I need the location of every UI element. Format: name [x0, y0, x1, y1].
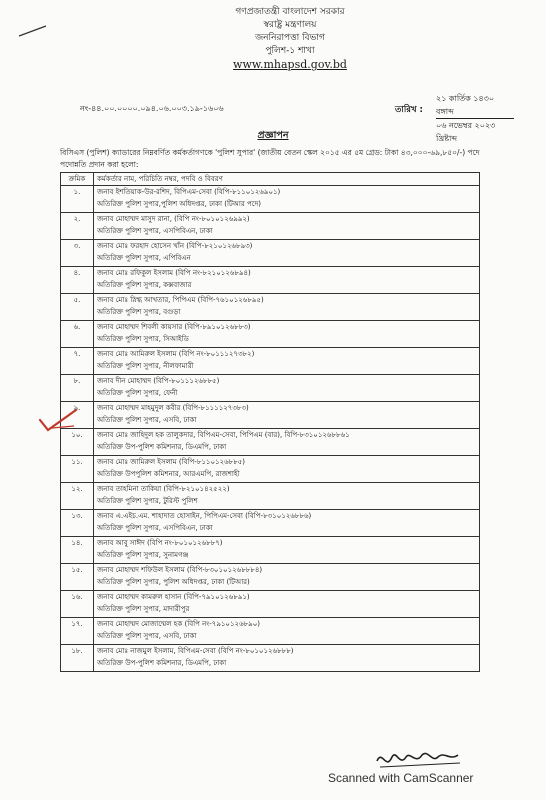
promotion-table [60, 172, 480, 672]
row-details [94, 645, 480, 672]
officer-name: জনাব মোহাম্মদ মাহমুদুল কবীর (বিপি-৮১১১১২৭৩৮৩) [97, 404, 249, 412]
row-serial: ১৬. [61, 591, 94, 618]
table-row [61, 294, 480, 321]
row-serial: ১৩. [61, 510, 94, 537]
officer-name: জনাব আবু সাঈদ (বিপি নং-৮০১০১২৬৮৮৭) [97, 539, 223, 547]
officer-post: অতিরিক্ত পুলিশ সুপার, এসবি, ঢাকা [97, 632, 197, 640]
pen-mark [18, 24, 48, 38]
table-row [61, 240, 480, 267]
officer-name: জনাব মোঃ ফরহাদ হোসেন খাঁন (বিপি-৮২১০১২৬৮৯৩) [97, 242, 253, 250]
officer-post: অতিরিক্ত উপ-পুলিশ কমিশনার, ডিএমপি, ঢাকা [97, 443, 227, 451]
column-header-details: কর্মকর্তার নাম, পরিচিতি নম্বর, পদবি ও বিবরণ [94, 173, 480, 186]
officer-name: জনাব মোঃ জাহিদুল হক তালুকদার, বিপিএম-সেবা, পিপিএম (বার), বিপি-৮৩১০১২৬৮৮৬১ [97, 431, 350, 439]
table-row [61, 564, 480, 591]
officer-name: জনাব মোঃ আমিরুল ইসলাম (বিপি নং-৮০১১১২৭৩৮২) [97, 350, 255, 358]
division-name: জননিরাপত্তা বিভাগ [255, 33, 325, 43]
row-serial: ১৭. [61, 618, 94, 645]
officer-post: অতিরিক্ত পুলিশ সুপার, এপিবিএন [97, 254, 191, 262]
row-details [94, 375, 480, 402]
row-details [94, 483, 480, 510]
officer-post: অতিরিক্ত পুলিশ সুপার, ফেনী [97, 389, 178, 397]
notice-title-wrap [0, 129, 546, 144]
row-details [94, 267, 480, 294]
officer-name: জনাব মোঃ রফিকুল ইসলাম (বিপি নং-৮২১০১২৬৮৯৪) [97, 269, 251, 277]
notice-title: প্রজ্ঞাপন [257, 130, 289, 141]
row-serial: ৭. [61, 348, 94, 375]
date-english: ০৬ নভেম্বর ২০২৩ খ্রিষ্টাব্দ [436, 121, 496, 143]
officer-post: অতিরিক্ত পুলিশ সুপার, এসবি, ঢাকা [97, 416, 197, 424]
officer-post: অতিরিক্ত পুলিশ সুপার, মাদারীপুর [97, 605, 190, 613]
row-serial: ১. [61, 186, 94, 213]
table-row [61, 429, 480, 456]
memo-number: নং-৪৪.০০.০০০০.০৯৪.০৬.০০৩.১৯-১৬০৬ [80, 104, 224, 113]
row-serial: ৪. [61, 267, 94, 294]
table-row [61, 321, 480, 348]
row-serial: ১১. [61, 456, 94, 483]
table-row [61, 591, 480, 618]
row-details [94, 510, 480, 537]
officer-name: জনাব মোহাম্মদ মাসুদ রানা, (বিপি নং-৮০১০১২৬৯৯২) [97, 215, 250, 223]
row-serial: ১২. [61, 483, 94, 510]
column-header-serial: ক্রমিক [61, 173, 94, 186]
table-row [61, 348, 480, 375]
officer-post: অতিরিক্ত পুলিশ সুপার, টুরিস্ট পুলিশ [97, 497, 198, 505]
officer-post: অতিরিক্ত পুলিশ সুপার, কক্সবাজার [97, 281, 192, 289]
officer-name: জনাব মোঃ স্নিগ্ধ আখতার, পিপিএম (বিপি-৭৬১০১২৬৮৯৫) [97, 296, 264, 304]
row-details [94, 456, 480, 483]
row-details [94, 186, 480, 213]
intro-paragraph: বিসিএস (পুলিশ) ক্যাডারের নিম্নবর্ণিত কর্মকর্তাগণকে 'পুলিশ সুপার' (জাতীয় বেতন স্কেল ২০১৫ এর ৫ম গ্রেড: টাকা ৪৩,০০০-৬৯,৮৫০/-) পদে পদোন্নতি প্রদান করা হলো: [60, 148, 480, 169]
officer-name: জনাব মোহাম্মদ শিবলী কায়সার (বিপি-৮৯১০১২৬৮৮৩) [97, 323, 251, 331]
row-serial: ৮. [61, 375, 94, 402]
officer-post: অতিরিক্ত পুলিশ সুপার, সুনামগঞ্জ [97, 551, 189, 559]
officer-name: জনাব মোঃ নাজমুল ইসলাম, বিপিএম-সেবা (বিপি নং-৮০১০১২৬৮৮৮) [97, 647, 294, 655]
officer-post: অতিরিক্ত পুলিশ সুপার, বগুড়া [97, 308, 181, 316]
officer-name: জনাব মোহাম্মদ মোজাম্মেল হক (বিপি নং-৭৯১০১২৬৮৯০) [97, 620, 260, 628]
officer-name: জনাব তাহমিনা তাকিয়া (বিপি-৮২১০১৪২৫২২) [97, 485, 230, 493]
row-details [94, 294, 480, 321]
officer-post: অতিরিক্ত পুলিশ সুপার,পুলিশ অধিদপ্তর, ঢাকা (টিআর পদে) [97, 200, 261, 208]
row-serial: ১৮. [61, 645, 94, 672]
website-url[interactable]: www.mhapsd.gov.bd [233, 58, 347, 71]
table-row [61, 645, 480, 672]
govt-header-line1: গণপ্রজাতন্ত্রী বাংলাদেশ সরকার [235, 7, 345, 17]
officer-post: অতিরিক্ত উপ-পুলিশ কমিশনার, ডিএমপি, ঢাকা [97, 659, 227, 667]
row-serial: ২. [61, 213, 94, 240]
table-row [61, 186, 480, 213]
row-serial: ৩. [61, 240, 94, 267]
table-row [61, 375, 480, 402]
row-serial: ৯. [61, 402, 94, 429]
officer-post: অতিরিক্ত পুলিশ সুপার, পুলিশ অধিদপ্তর, ঢাকা (টিআর) [97, 578, 250, 586]
table-row [61, 537, 480, 564]
officer-name: জনাব মোহাম্মদ শফিউল ইসলাম (বিপি-৮৩০১০১২৬৮৮৮৪) [97, 566, 263, 574]
row-details [94, 213, 480, 240]
table-row [61, 213, 480, 240]
table-row [61, 510, 480, 537]
row-details [94, 618, 480, 645]
officer-name: জনাব এ.এইচ.এম. শাহাদাত হোসাইন, পিপিএম-সেবা (বিপি-৮৩১০১২৬৮৮৬) [97, 512, 312, 520]
officer-name: জনাব মোঃ জামিরুল ইসলাম (বিপি-৮১১০১২৬৮৮৫) [97, 458, 246, 466]
officer-post: অতিরিক্ত পুলিশ সুপার, এসপিবিএন, ঢাকা [97, 227, 213, 235]
row-details [94, 402, 480, 429]
officer-name: জনাব ইশতিয়াক-উর-রশিদ, বিপিএম-সেবা (বিপি-৮১১০১২৬৯০১) [97, 188, 281, 196]
row-details [94, 321, 480, 348]
row-serial: ৫. [61, 294, 94, 321]
row-details [94, 240, 480, 267]
officer-name: জনাব মোহাম্মদ কামরুল হাসান (বিপি-৭৯১০১২৬৮৯১) [97, 593, 250, 601]
handwritten-signature [372, 745, 467, 773]
officer-post: অতিরিক্ত পুলিশ সুপার, নীলফামারী [97, 362, 194, 370]
row-details [94, 429, 480, 456]
website-url-wrap [180, 58, 400, 73]
scanner-watermark: Scanned with CamScanner [328, 771, 474, 785]
row-details [94, 537, 480, 564]
officer-post: অতিরিক্ত পুলিশ সুপার, এসপিবিএন, ঢাকা [97, 524, 213, 532]
officer-post: অতিরিক্ত উপপুলিশ কমিশনার, আরএমপি, রাজশাহী [97, 470, 240, 478]
table-row [61, 456, 480, 483]
table-row [61, 618, 480, 645]
date-label: তারিখ : [395, 105, 423, 115]
table-row [61, 483, 480, 510]
row-serial: ১৫. [61, 564, 94, 591]
table-row [61, 267, 480, 294]
row-serial: ৬. [61, 321, 94, 348]
row-details [94, 564, 480, 591]
table-row [61, 402, 480, 429]
row-details [94, 591, 480, 618]
ministry-name: স্বরাষ্ট্র মন্ত্রণালয় [263, 20, 317, 30]
date-bangla: ২১ কার্তিক ১৪৩০ বঙ্গাব্দ [436, 92, 514, 119]
row-details [94, 348, 480, 375]
red-tick-mark [38, 406, 78, 434]
row-serial: ১০. [61, 429, 94, 456]
section-name: পুলিশ-১ শাখা [265, 46, 315, 56]
row-serial: ১৪. [61, 537, 94, 564]
officer-post: অতিরিক্ত পুলিশ সুপার, সিআইডি [97, 335, 189, 343]
officer-name: জনাব দীন মোহাম্মদ (বিপি-৮০১১১২৬৮৮৫) [97, 377, 220, 385]
table-header-row [61, 173, 480, 186]
